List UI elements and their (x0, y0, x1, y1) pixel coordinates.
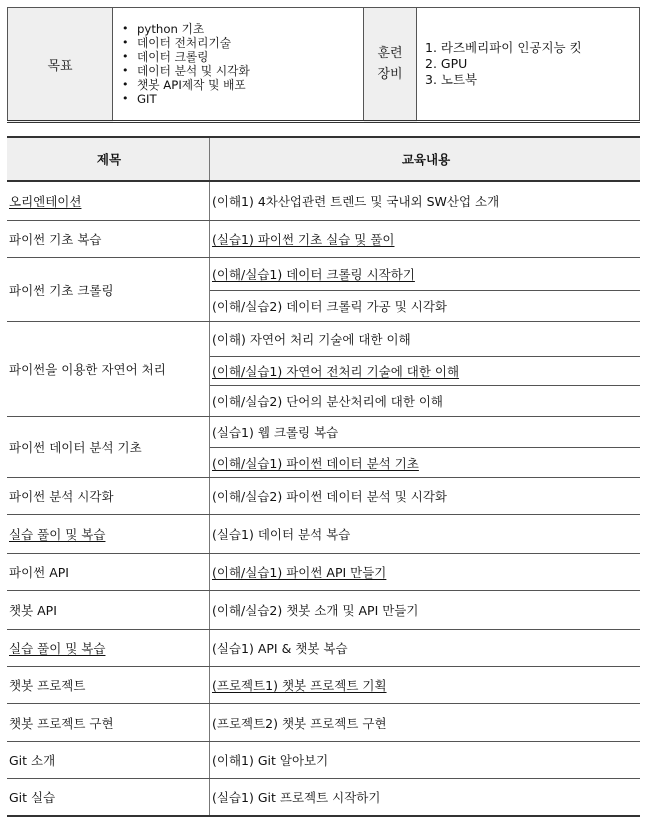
goal-item: • 데이터 전처리기술 (117, 36, 363, 50)
goal-item: • 데이터 크롤링 (117, 50, 363, 64)
equipment-list (417, 8, 640, 122)
row-content: (실습1) API & 챗봇 복습 (210, 630, 641, 667)
table-row (7, 515, 640, 554)
row-content: (이해/실습2) 챗봇 소개 및 API 만들기 (210, 591, 641, 630)
goal-label: 목표 (8, 8, 113, 122)
table-row (7, 181, 640, 221)
goal-item: • 챗봇 API제작 및 배포 (117, 78, 363, 92)
table-row (7, 630, 640, 667)
table-row (7, 779, 640, 817)
table-row (7, 591, 640, 630)
row-content: (프로젝트2) 챗봇 프로젝트 구현 (210, 704, 641, 742)
row-content: (이해/실습1) 데이터 크롤링 시작하기 (210, 258, 641, 291)
column-header-title: 제목 (7, 137, 210, 181)
row-title: Git 소개 (7, 742, 210, 779)
row-title: 파이썬 기초 크롤링 (7, 258, 210, 322)
row-content: (이해/실습2) 파이썬 데이터 분석 및 시각화 (210, 478, 641, 515)
table-row (7, 258, 640, 291)
row-content: (이해/실습1) 자연어 전처리 기술에 대한 이해 (210, 357, 641, 386)
goal-list (113, 8, 364, 122)
row-content: (이해/실습2) 단어의 분산처리에 대한 이해 (210, 386, 641, 417)
table-row (7, 667, 640, 704)
table-row (7, 478, 640, 515)
row-title: 챗봇 프로젝트 (7, 667, 210, 704)
goal-item: • 데이터 분석 및 시각화 (117, 64, 363, 78)
row-title: 파이썬 API (7, 554, 210, 591)
row-title: 챗봇 API (7, 591, 210, 630)
row-title: 파이썬 분석 시각화 (7, 478, 210, 515)
row-content: (이해1) 4차산업관련 트렌드 및 국내외 SW산업 소개 (210, 181, 641, 221)
table-row (7, 554, 640, 591)
table-row (7, 417, 640, 448)
table-row (7, 322, 640, 357)
row-title: 파이썬을 이용한 자연어 처리 (7, 322, 210, 417)
row-title: 챗봇 프로젝트 구현 (7, 704, 210, 742)
row-content: (이해/실습1) 파이썬 데이터 분석 기초 (210, 448, 641, 478)
table-row (7, 704, 640, 742)
row-content: (이해/실습2) 데이터 크롤릭 가공 및 시각화 (210, 291, 641, 322)
equipment-label-line2: 장비 (377, 67, 403, 82)
goal-item: • GIT (117, 92, 363, 106)
goal-equipment-table (7, 7, 640, 123)
row-content: (실습1) 파이썬 기초 실습 및 풀이 (210, 221, 641, 258)
equipment-label (364, 8, 417, 122)
row-title: 실습 풀이 및 복습 (7, 515, 210, 554)
equipment-item: 3. 노트북 (425, 72, 478, 87)
table-row (7, 221, 640, 258)
row-content: (이해1) Git 알아보기 (210, 742, 641, 779)
row-title: 오리엔테이션 (7, 181, 210, 221)
table-row (7, 742, 640, 779)
row-content: (프로젝트1) 챗봇 프로젝트 기획 (210, 667, 641, 704)
row-content: (이해/실습1) 파이썬 API 만들기 (210, 554, 641, 591)
goal-item: • python 기초 (117, 22, 363, 36)
equipment-label-line1: 훈련 (377, 46, 403, 61)
row-title: 실습 풀이 및 복습 (7, 630, 210, 667)
row-title: 파이썬 데이터 분석 기초 (7, 417, 210, 478)
row-content: (실습1) 데이터 분석 복습 (210, 515, 641, 554)
row-content: (이해) 자연어 처리 기술에 대한 이해 (210, 322, 641, 357)
row-title: 파이썬 기초 복습 (7, 221, 210, 258)
row-title: Git 실습 (7, 779, 210, 817)
row-content: (실습1) 웹 크롤링 복습 (210, 417, 641, 448)
column-header-content: 교육내용 (210, 137, 641, 181)
curriculum-table (7, 136, 640, 817)
row-content: (실습1) Git 프로젝트 시작하기 (210, 779, 641, 817)
equipment-item: 2. GPU (425, 56, 468, 71)
equipment-item: 1. 라즈베리파이 인공지능 킷 (425, 40, 582, 55)
